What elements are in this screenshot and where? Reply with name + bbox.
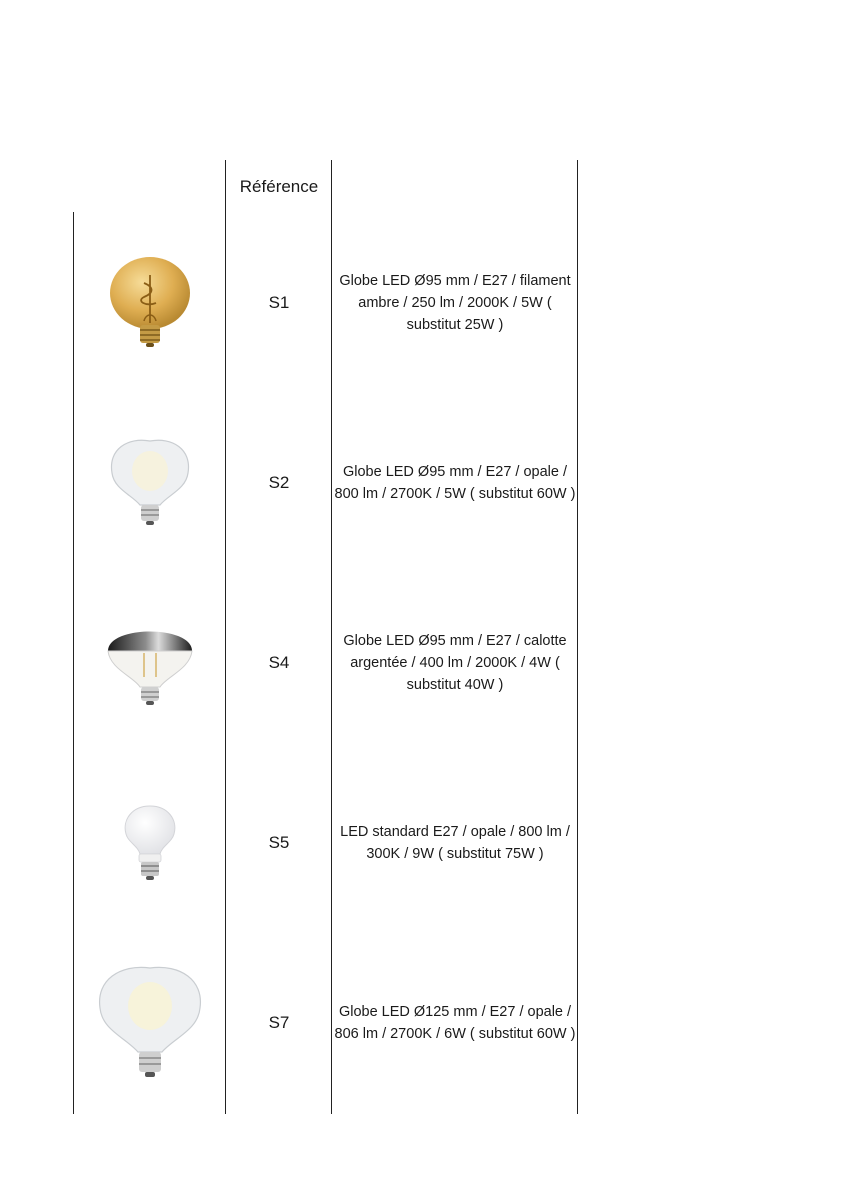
- large-opal-globe-icon: [90, 958, 210, 1088]
- table-row: [74, 933, 578, 1113]
- table-row: [74, 573, 578, 753]
- row-reference: S2: [268, 473, 290, 492]
- row-description: Globe LED Ø95 mm / E27 / calotte argentée / 400 lm / 2000K / 4W ( substitut 40W ): [343, 633, 567, 693]
- silver-cap-globe-icon: [100, 613, 200, 713]
- opal-globe-icon: [100, 433, 200, 533]
- row-description: Globe LED Ø95 mm / E27 / opale / 800 lm / 2700K / 5W ( substitut 60W ): [334, 464, 576, 502]
- table-row: [74, 393, 578, 573]
- reference-column-header: Référence: [239, 177, 319, 196]
- table-row: [74, 213, 578, 393]
- row-reference: S1: [268, 293, 290, 312]
- row-description: LED standard E27 / opale / 800 lm / 300K / 9W ( substitut 75W ): [340, 824, 570, 862]
- row-reference: S5: [268, 833, 290, 852]
- standard-bulb-icon: [110, 798, 190, 888]
- row-description: Globe LED Ø95 mm / E27 / filament ambre / 250 lm / 2000K / 5W ( substitut 25W ): [339, 273, 571, 333]
- table-row: [74, 753, 578, 933]
- row-reference: S4: [268, 653, 290, 672]
- row-description: Globe LED Ø125 mm / E27 / opale / 806 lm / 2700K / 6W ( substitut 60W ): [334, 1004, 576, 1042]
- amber-filament-globe-icon: [100, 253, 200, 353]
- row-reference: S7: [268, 1013, 290, 1032]
